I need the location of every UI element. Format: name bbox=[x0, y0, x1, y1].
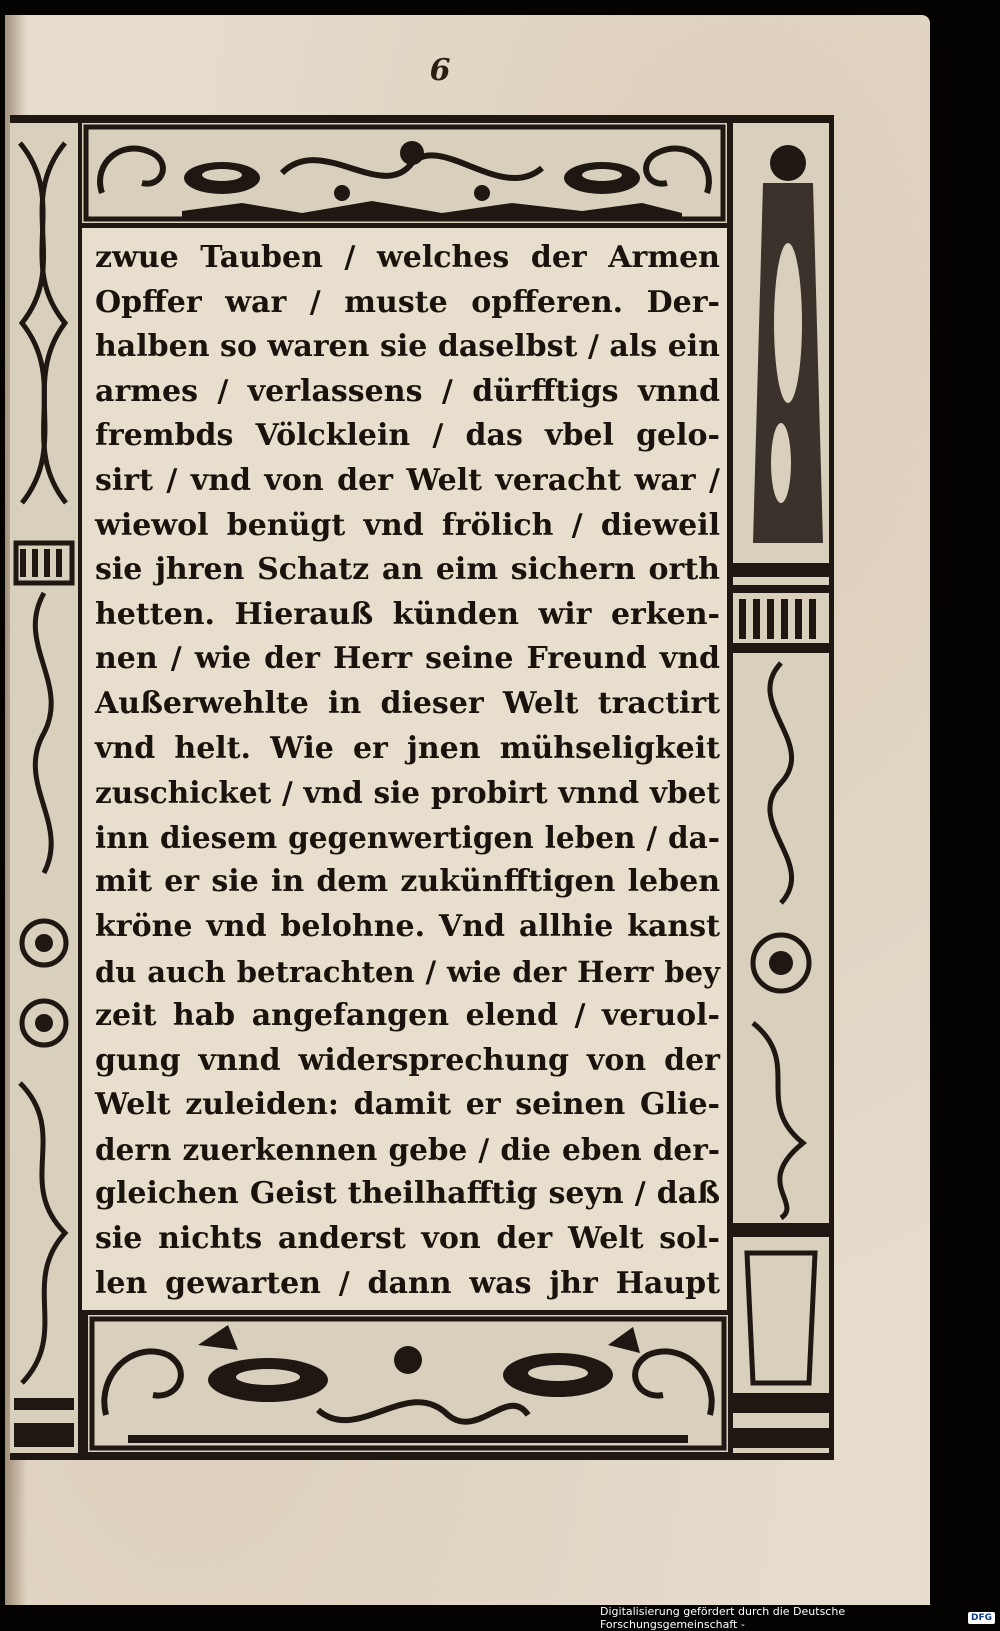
text-line: frembds Völcklein / das vbel gelo- bbox=[95, 418, 720, 454]
footer-credit: Digitalisierung gefördert durch die Deutsche Forschungsgemeinschaft - bbox=[600, 1605, 846, 1631]
folio-number: 6 bbox=[429, 53, 451, 88]
text-line: zwue Tauben / welches der Armen bbox=[95, 240, 720, 275]
text-line: kröne vnd belohne. Vnd allhie kanst bbox=[95, 908, 720, 944]
text-line: vnd helt. Wie er jnen mühseligkeit bbox=[95, 730, 720, 766]
text-line: Welt zuleiden: damit er seinen Glie- bbox=[95, 1087, 720, 1123]
text-line: halben so waren sie daselbst / als ein bbox=[95, 329, 720, 365]
woodcut-border-frame bbox=[10, 115, 834, 1460]
text-line: hetten. Hierauß künden wir erken- bbox=[95, 596, 720, 632]
text-line: zeit hab angefangen elend / veruol- bbox=[95, 998, 720, 1034]
text-line: armes / verlassens / dürfftigs vnnd bbox=[95, 373, 720, 409]
text-line: dern zuerkennen gebe / die eben der- bbox=[95, 1131, 720, 1167]
text-line: zuschicket / vnd sie probirt vnnd vbet bbox=[95, 775, 720, 811]
text-block bbox=[82, 228, 727, 1310]
left-woodcut-column bbox=[10, 123, 78, 1453]
text-line: wiewol benügt vnd frölich / dieweil bbox=[95, 507, 720, 543]
top-woodcut-ornament bbox=[82, 123, 727, 223]
text-line: du auch betrachten / wie der Herr bey bbox=[95, 954, 720, 989]
dfg-logo: DFG bbox=[968, 1612, 995, 1624]
text-line: nen / wie der Herr seine Freund vnd bbox=[95, 641, 720, 677]
right-woodcut-column bbox=[733, 123, 829, 1453]
text-line: gleichen Geist theilhafftig seyn / daß bbox=[95, 1176, 720, 1212]
digitization-footer bbox=[600, 1605, 995, 1631]
text-line: len gewarten / dann was jhr Haupt bbox=[95, 1265, 720, 1301]
text-line: Außerwehlte in dieser Welt tractirt bbox=[95, 685, 720, 721]
text-line: sirt / vnd von der Welt veracht war / bbox=[95, 462, 720, 498]
book-page bbox=[5, 15, 930, 1605]
text-line: sie jhren Schatz an eim sichern orth bbox=[95, 552, 720, 588]
text-line: sie nichts anderst von der Welt sol- bbox=[95, 1221, 720, 1257]
text-lines bbox=[95, 236, 720, 1306]
text-line: inn diesem gegenwertigen leben / da- bbox=[95, 819, 720, 855]
text-line: mit er sie in dem zukünfftigen leben bbox=[95, 864, 720, 900]
text-line: gung vnnd widersprechung von der bbox=[95, 1042, 720, 1078]
text-line: Opffer war / muste opfferen. Der- bbox=[95, 284, 720, 320]
bottom-woodcut-ornament bbox=[88, 1315, 728, 1452]
